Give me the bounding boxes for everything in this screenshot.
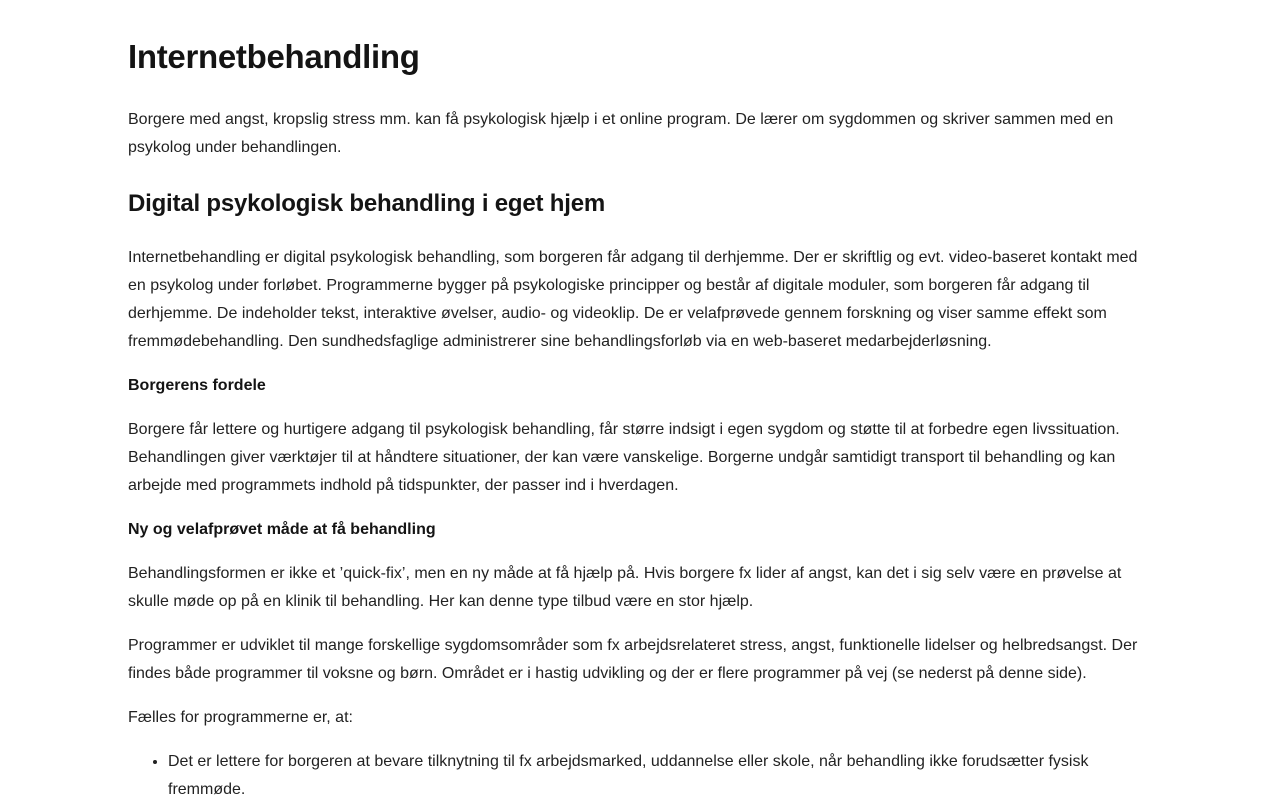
intro-paragraph: Borgere med angst, kropslig stress mm. kan få psykologisk hjælp i et online program. De lærer om sygdommen og skriver sammen med en psykolog under behandlingen. <box>128 111 1114 156</box>
subheading-new-method: Ny og velafprøvet måde at få behandling <box>128 521 436 538</box>
page-title: Internetbehandling <box>128 38 420 75</box>
common-features-list <box>128 748 1158 804</box>
list-item: • Det er lettere for borgeren at bevare tilknytning til fx arbejdsmarked, uddannelse eller skole, når behandling ikke forudsætter fysisk fremmøde. <box>168 748 1158 804</box>
benefits-paragraph: Borgere får lettere og hurtigere adgang til psykologisk behandling, får større indsigt i egen sygdom og støtte til at forbedre egen livssituation. Behandlingen giver værktøjer til at håndtere situationer, der kan være vanskelige. Borgerne undgår samtidigt transport til behandling og kan arbejde med programmets indhold på tidspunkter, der passer ind i hverdagen. <box>128 421 1120 494</box>
method-paragraph: Behandlingsformen er ikke et ’quick-fix’, men en ny måde at få hjælp på. Hvis borgere fx lider af angst, kan det i sig selv være en prøvelse at skulle møde op på en klinik til behandling. Her kan denne type tilbud være en stor hjælp. <box>128 565 1122 610</box>
section-heading: Digital psykologisk behandling i eget hjem <box>128 190 606 217</box>
subheading-citizen-benefits: Borgerens fordele <box>128 377 266 394</box>
programs-paragraph: Programmer er udviklet til mange forskellige sygdomsområder som fx arbejdsrelateret stress, angst, funktionelle lidelser og helbredsangst. Der findes både programmer til voksne og børn. Området er i hastig udvikling og der er flere programmer på vej (se nederst på denne side). <box>128 637 1138 682</box>
description-paragraph: Internetbehandling er digital psykologisk behandling, som borgeren får adgang til derhjemme. Der er skriftlig og evt. video-baseret kontakt med en psykolog under forløbet. Programmerne bygger på psykologiske principper og består af digitale moduler, som borgeren får adgang til derhjemme. De indeholder tekst, interaktive øvelser, audio- og videoklip. De er velafprøvede gennem forskning og viser samme effekt som fremmødebehandling. Den sundhedsfaglige administrerer sine behandlingsforløb via en web-baseret medarbejderløsning. <box>128 249 1138 350</box>
common-features-intro: Fælles for programmerne er, at: <box>128 709 353 726</box>
